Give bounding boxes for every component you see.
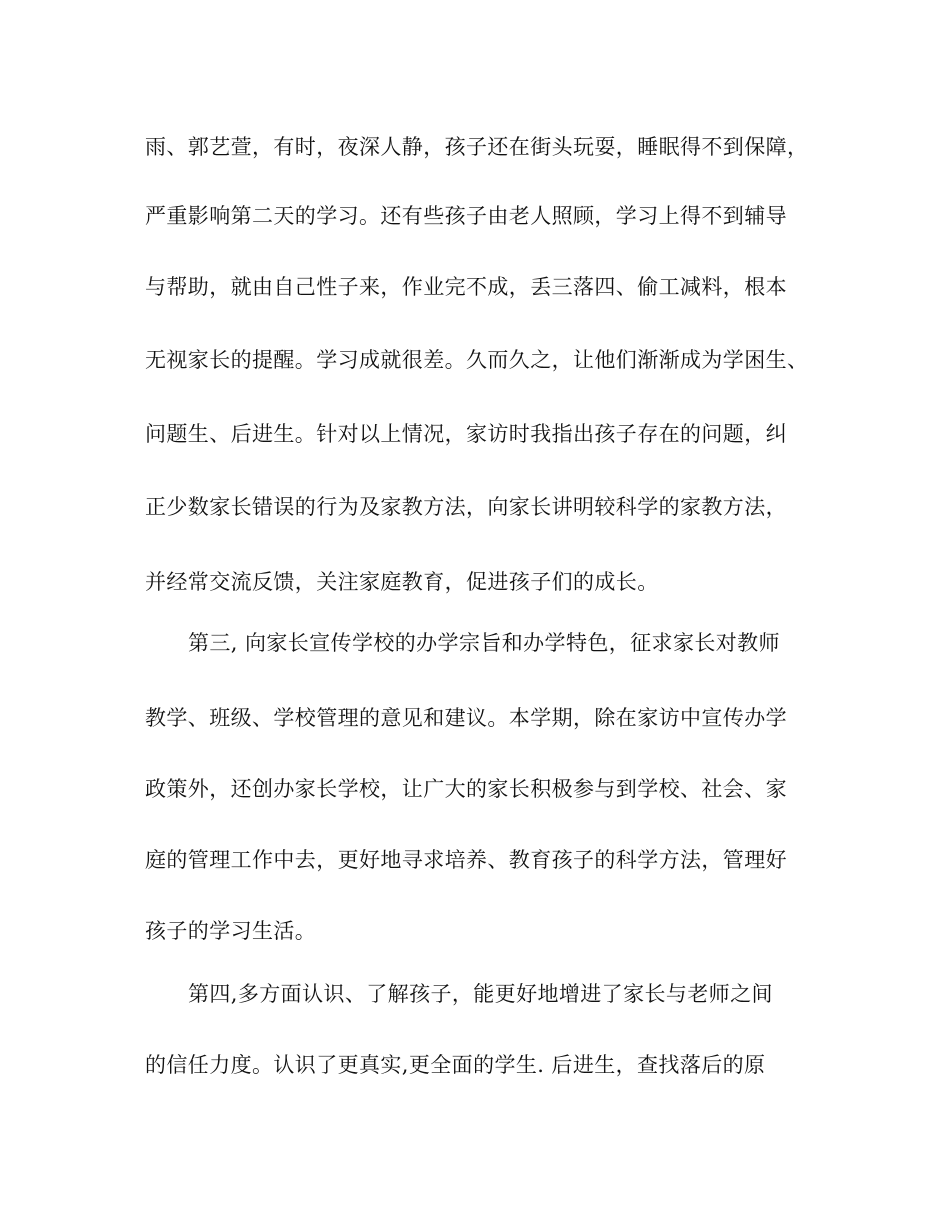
text-line: 并经常交流反馈，关注家庭教育，促进孩子们的成长。	[145, 570, 659, 594]
text-line: 政策外，还创办家长学校，让广大的家长积极参与到学校、社会、家	[145, 777, 787, 801]
text-line: 庭的管理工作中去，更好地寻求培养、教育孩子的科学方法，管理好	[145, 848, 787, 872]
text-line: 正少数家长错误的行为及家教方法，向家长讲明较科学的家教方法，	[145, 495, 787, 519]
text-line: 雨、郭艺萱，有时，夜深人静，孩子还在街头玩耍，睡眠得不到保障，	[145, 135, 809, 159]
text-line: 严重影响第二天的学习。还有些孩子由老人照顾，学习上得不到辅导	[145, 204, 787, 228]
text-line: 教学、班级、学校管理的意见和建议。本学期，除在家访中宣传办学	[145, 706, 787, 730]
text-line: 问题生、后进生。针对以上情况，家访时我指出孩子存在的问题，纠	[145, 422, 787, 446]
text-line: 与帮助，就由自己性子来，作业完不成，丢三落四、偷工减料，根本	[145, 275, 787, 299]
paragraph-start-line: 第四,多方面认识、了解孩子，能更好地增进了家长与老师之间	[188, 982, 773, 1006]
text-line: 孩子的学习生活。	[145, 919, 317, 943]
text-line: 的信任力度。认识了更真实,更全面的学生. 后进生，查找落后的原	[145, 1053, 766, 1077]
paragraph-start-line: 第三, 向家长宣传学校的办学宗旨和办学特色，征求家长对教师	[188, 631, 780, 655]
text-line: 无视家长的提醒。学习成就很差。久而久之，让他们渐渐成为学困生、	[145, 348, 809, 372]
